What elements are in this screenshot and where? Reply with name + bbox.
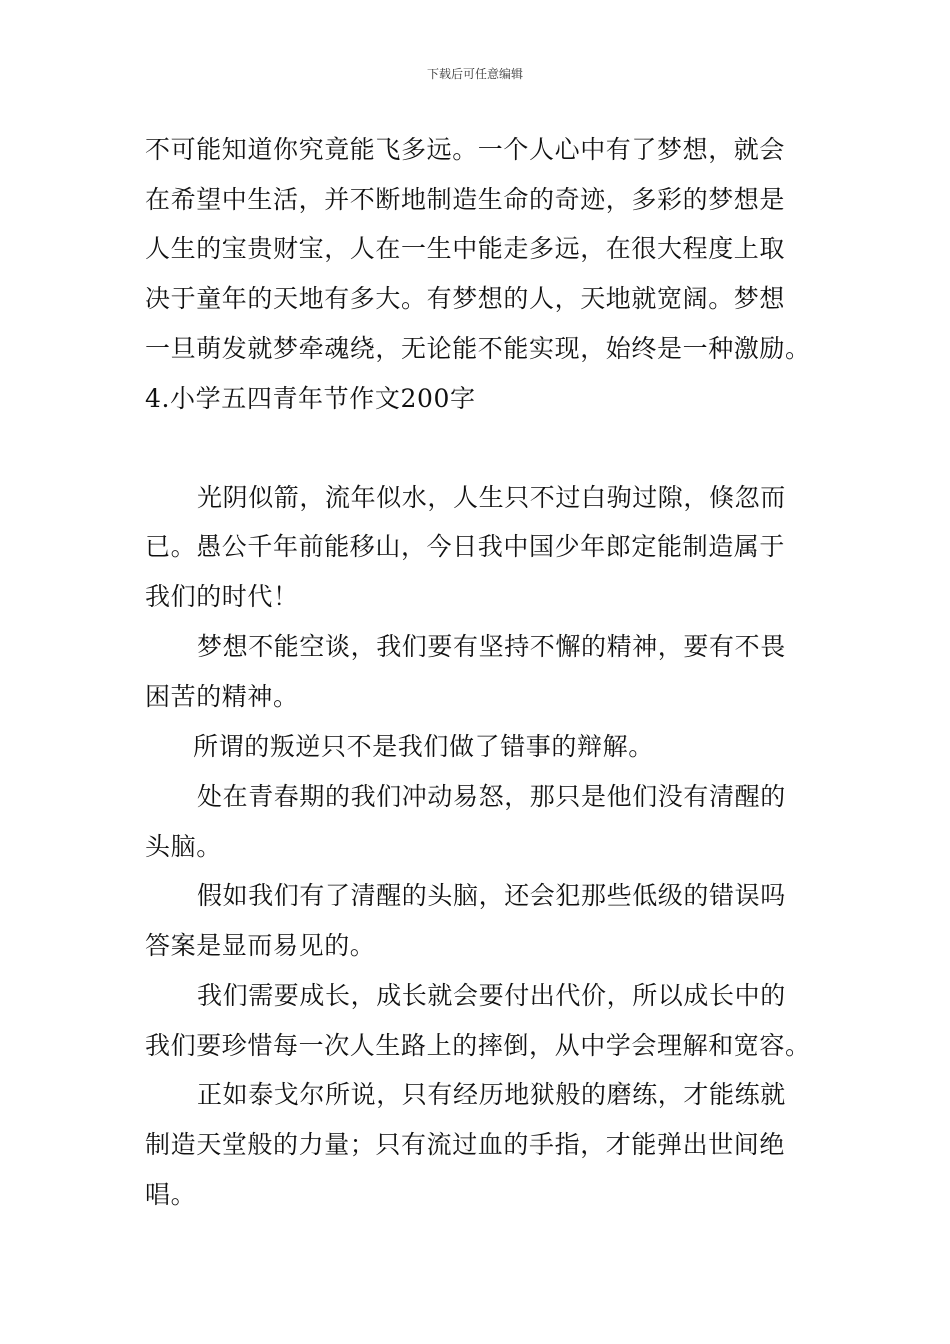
text-line: 在希望中生活，并不断地制造生命的奇迹，多彩的梦想是 [145,185,786,214]
text-line: 我们要珍惜每一次人生路上的摔倒，从中学会理解和宽容。 [145,1031,811,1060]
text-line: 唱。 [145,1180,197,1209]
text-line: 我们需要成长，成长就会要付出代价，所以成长中的 [197,981,786,1010]
text-line: 梦想不能空谈，我们要有坚持不懈的精神，要有不畏 [197,632,786,661]
text-line: 决于童年的天地有多大。有梦想的人，天地就宽阔。梦想 [145,284,786,313]
text-line: 光阴似箭，流年似水，人生只不过白驹过隙，倏忽而 [197,483,786,512]
text-line: 所谓的叛逆只不是我们做了错事的辩解。 [193,732,654,761]
section-heading: 4.小学五四青年节作文200字 [145,384,476,413]
text-line: 假如我们有了清醒的头脑，还会犯那些低级的错误吗 [197,881,786,910]
text-line: 困苦的精神。 [145,682,299,711]
text-line: 我们的时代！ [145,582,299,611]
text-line: 答案是显而易见的。 [145,931,376,960]
text-line: 不可能知道你究竟能飞多远。一个人心中有了梦想，就会 [145,135,786,164]
text-line: 制造天堂般的力量；只有流过血的手指，才能弹出世间绝 [145,1130,786,1159]
text-line: 人生的宝贵财宝，人在一生中能走多远，在很大程度上取 [145,234,786,263]
page-header: 下载后可任意编辑 [426,67,523,81]
text-line: 正如泰戈尔所说，只有经历地狱般的磨练，才能练就 [197,1080,786,1109]
text-line: 头脑。 [145,832,222,861]
text-line: 一旦萌发就梦牵魂绕，无论能不能实现，始终是一种激励。 [145,334,811,363]
text-line: 处在青春期的我们冲动易怒，那只是他们没有清醒的 [197,782,786,811]
text-line: 已。愚公千年前能移山，今日我中国少年郎定能制造属于 [145,532,786,561]
